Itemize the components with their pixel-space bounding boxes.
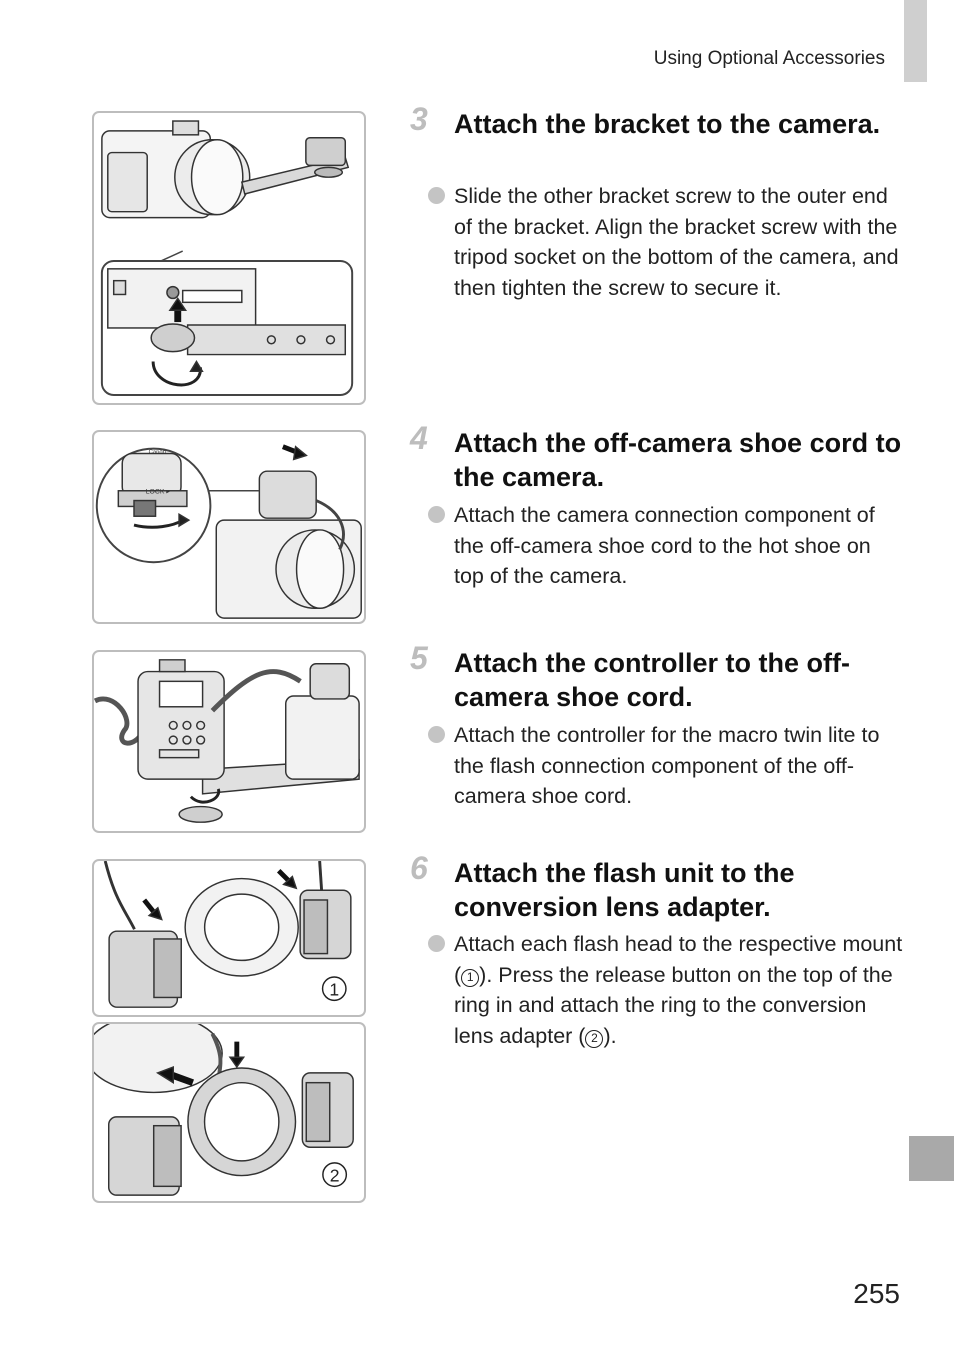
ring-attach-illustration [94, 1024, 364, 1201]
step-body [454, 181, 904, 303]
step-number: 5 [410, 640, 428, 676]
bullet-icon [428, 187, 445, 204]
chapter-tab [909, 1136, 954, 1181]
controller-illustration [94, 652, 364, 831]
step-body-text: Attach the camera connection component of the off-camera shoe cord to the hot shoe on top of the camera. [454, 503, 875, 588]
step-3 [410, 101, 910, 347]
lock-label: LOCK ▸ [145, 488, 170, 496]
step-4 [410, 420, 910, 606]
figure-controller-attach [92, 650, 366, 833]
section-title: Using Optional Accessories [653, 48, 885, 69]
step-number: 6 [410, 850, 428, 886]
circled-marker-2: 2 [585, 1030, 603, 1048]
step-title: Attach the controller to the off-camera shoe cord. [454, 648, 850, 712]
circled-marker-1: 1 [461, 969, 479, 987]
figure-bracket-attach [92, 111, 366, 405]
figure-flash-mount [92, 859, 366, 1017]
step-5 [410, 640, 910, 826]
step-number: 3 [410, 101, 428, 137]
step-body [454, 500, 904, 592]
step-number: 4 [410, 420, 428, 456]
step-body-text-1: Attach each flash head to the respective mount ( [454, 932, 903, 987]
step-6 [410, 850, 910, 1066]
figure-shoe-cord-attach [92, 430, 366, 624]
step-title: Attach the bracket to the camera. [454, 109, 881, 139]
step-body [454, 720, 904, 812]
shoe-cord-illustration [94, 432, 364, 622]
bullet-icon [428, 506, 445, 523]
figure-ring-attach [92, 1022, 366, 1203]
brand-label: Canon [148, 449, 166, 456]
bullet-icon [428, 935, 445, 952]
step-body-text-2: ). Press the release button on the top of the ring in and attach the ring to the conversion lens adapter ( [454, 962, 893, 1048]
page-number: 255 [853, 1278, 900, 1309]
step-title: Attach the off-camera shoe cord to the camera. [454, 428, 902, 492]
bullet-icon [428, 726, 445, 743]
flash-mount-illustration [94, 861, 364, 1015]
bracket-camera-illustration [94, 113, 364, 403]
step-body-text: Attach the controller for the macro twin lite to the flash connection component of the off-camera shoe cord. [454, 723, 880, 808]
step-body [454, 929, 904, 1051]
callout-2-label: 2 [329, 1165, 340, 1186]
step-body-text: Slide the other bracket screw to the outer end of the bracket. Align the bracket screw with the tripod socket on the bottom of the camera, and then tighten the screw to secure it. [454, 184, 899, 300]
step-body-text-3: ). [603, 1023, 617, 1048]
step-title: Attach the flash unit to the conversion lens adapter. [454, 858, 795, 922]
callout-1-label: 1 [329, 979, 340, 1000]
page-tab-top [904, 0, 927, 82]
